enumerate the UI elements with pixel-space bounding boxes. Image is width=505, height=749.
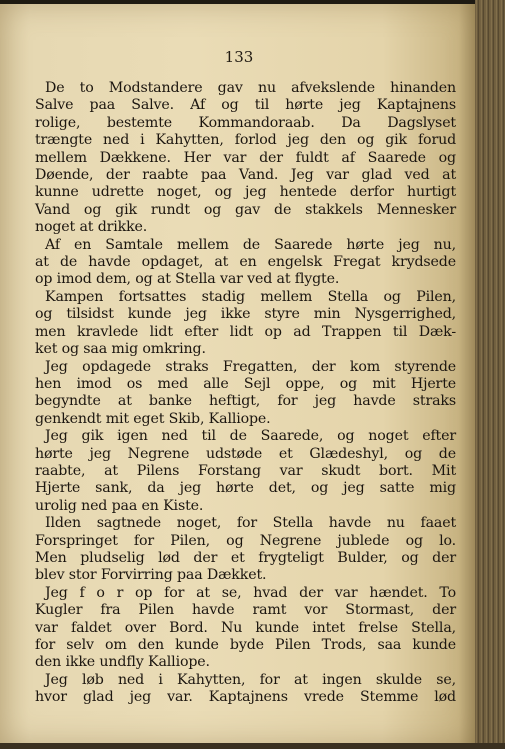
text-line: noget at drikke. [35,219,148,236]
text-line: Hjerte sank, da jeg hørte det, og jeg satte mig [35,480,456,497]
text-line: kunne udrette noget, og jeg hentede derfor hurtigt [35,184,456,201]
text-line: hvor glad jeg var. Kaptajnens vrede Stemme lød [35,689,456,706]
text-line: Jeg opdagede straks Fregatten, der kom styrende [45,358,456,375]
text-line: Kugler fra Pilen havde ramt vor Stormast, der [35,602,456,619]
text-line: for selv om den kunde byde Pilen Trods, saa kunde [35,637,456,653]
text-line: trængte ned i Kahytten, forlod jeg den og gik forud [35,132,456,149]
text-line: mellem Dækkene. Her var der fuldt af Saarede og [35,149,456,166]
text-line: Af en Samtale mellem de Saarede hørte jeg nu, [45,236,456,253]
text-line: rolige, bestemte Kommandoraab. Da Dagslyset [35,114,456,131]
text-line: ket og saa mig omkring. [35,341,206,358]
text-line: urolig ned paa en Kiste. [35,497,204,514]
text-line: men kravlede lidt efter lidt op ad Trappen til Dæk- [35,323,456,340]
text-line: begyndte at banke heftigt, for jeg havde straks [35,393,456,410]
text-line: Men pludselig lød der et frygteligt Bulder, og der [35,549,456,566]
text-line: Forspringet for Pilen, og Negrene jublede og lo. [35,532,456,549]
text-line: og tilsidst kunde jeg ikke styre min Nysgerrighed, [35,306,456,323]
text-line: Døende, der raabte paa Vand. Jeg var glad ved at [35,167,456,184]
page-number: 133 [224,48,254,66]
text-line: Ilden sagtnede noget, for Stella havde nu faaet [45,515,456,532]
page-edges [475,0,505,749]
text-line: Jeg løb ned i Kahytten, for at ingen skulde se, [45,671,456,688]
text-line: raabte, at Pilens Forstang var skudt bort. Mit [35,462,456,479]
text-line: den ikke undfly Kalliope. [35,654,210,671]
text-line: genkendt mit eget Skib, Kalliope. [35,410,271,427]
page-bottom-edge [0,743,505,749]
text-line: Vand og gik rundt og gav de stakkels Mennesker [35,201,456,218]
text-line: Jeg gik igen ned til de Saarede, og noget efter [45,428,456,445]
text-line: De to Modstandere gav nu afvekslende hinanden [45,80,456,96]
text-line: blev stor Forvirring paa Dækket. [35,567,267,584]
text-line: Jeg f o r op for at se, hvad der var hændet. To [45,584,456,601]
book-page [0,4,478,744]
text-line: Salve paa Salve. Af og til hørte jeg Kaptajnens [35,97,456,114]
text-line: op imod dem, og at Stella var ved at flygte. [35,271,340,288]
text-line: Kampen fortsattes stadig mellem Stella og Pilen, [45,288,456,305]
text-line: at de havde opdaget, at en engelsk Fregat krydsede [35,254,456,271]
body-text [35,80,456,707]
text-line: hørte jeg Negrene udstøde et Glædeshyl, og de [35,445,456,462]
text-line: var faldet over Bord. Nu kunde intet frelse Stella, [35,619,456,636]
text-line: hen imod os med alle Sejl oppe, og mit Hjerte [35,375,456,392]
